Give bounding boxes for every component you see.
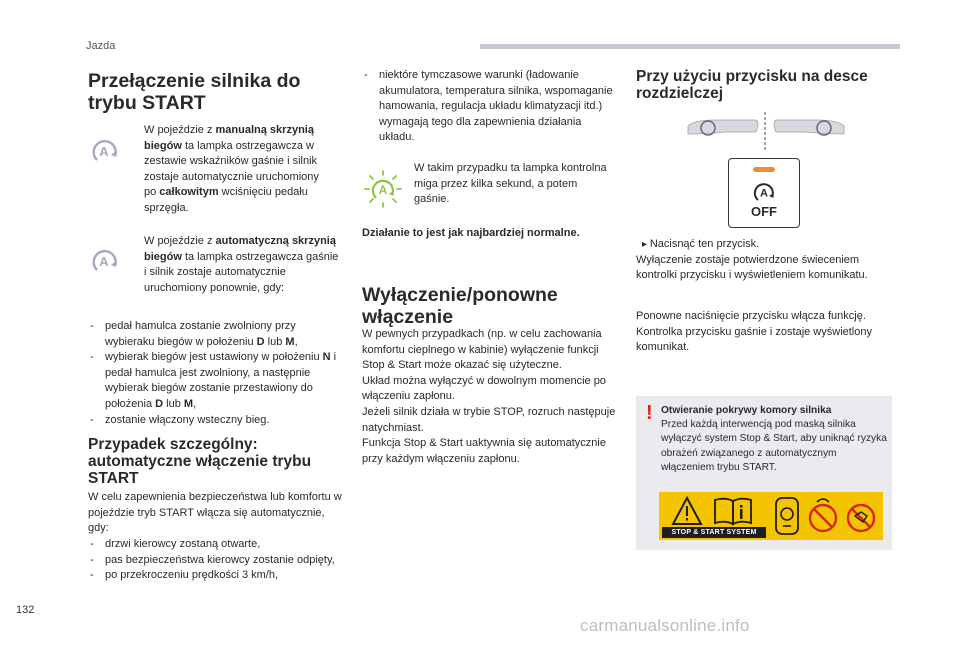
special-case-intro: W celu zapewnienia bezpieczeństwa lub komfortu w pojeździe tryb START włącza się automatycznie, gdy: xyxy=(88,491,342,535)
engine-auto-start-grey-icon xyxy=(89,246,119,276)
svg-text:A: A xyxy=(99,144,109,159)
press-button-instructions: ▸ Nacisnąć ten przycisk. Wyłączenie zostaje potwierdzone świeceniem kontrolki przycisku i wyświetleniem komunikatu. xyxy=(636,238,868,282)
svg-text:A: A xyxy=(378,183,388,197)
special-case-heading: Przypadek szczególny: automatyczne włączenie trybu START xyxy=(88,436,312,487)
continued-conditions-list xyxy=(362,68,614,146)
vehicle-dashboard-icon xyxy=(686,112,846,152)
arrow-right-icon: ▸ xyxy=(642,239,650,250)
sticker-label: STOP & START SYSTEM xyxy=(662,527,766,538)
svg-text:A: A xyxy=(760,187,768,200)
list-item: - niektóre tymczasowe warunki (ładowanie akumulatora, temperatura silnika, wspomaganie hamowania, regulacja układu klimatyzacji itd.) wymagają tego dla zapewnienia działania układu. xyxy=(362,68,614,146)
special-case-list xyxy=(88,537,344,584)
warning-title: Otwieranie pokrywy komory silnika xyxy=(661,405,832,416)
warning-body: Przed każdą interwencją pod maską silnika wyłączyć system Stop & Start, aby uniknąć ryzyka obrażeń związanego z automatycznym włączeniem trybu START. xyxy=(661,419,887,473)
deactivation-heading: Wyłączenie/ponowne włączenie xyxy=(362,284,558,328)
dashboard-off-button[interactable] xyxy=(728,158,800,228)
list-item: - zostanie włączony wsteczny bieg. xyxy=(88,413,346,429)
list-item: - pedał hamulca zostanie zwolniony przy wybieraku biegów w położeniu D lub M, xyxy=(88,319,346,350)
list-item: - po przekroczeniu prędkości 3 km/h, xyxy=(88,568,344,584)
off-label: OFF xyxy=(751,204,777,219)
automatic-gearbox-paragraph: W pojeździe z automatyczną skrzynią biegów ta lampka ostrzegawcza gaśnie i silnik zostaje automatycznie uruchomiony ponownie, gdy: xyxy=(144,235,339,294)
engine-auto-start-green-blinking-icon xyxy=(364,170,402,208)
header-bar xyxy=(480,44,900,49)
warning-text xyxy=(661,404,887,475)
list-item: - drzwi kierowcy zostaną otwarte, xyxy=(88,537,344,553)
title-start: Przełączenie silnika do trybu START xyxy=(88,70,301,114)
normal-operation-note: Działanie to jest jak najbardziej normalne. xyxy=(362,227,580,239)
svg-text:A: A xyxy=(99,254,109,269)
warning-exclamation-icon: ! xyxy=(646,402,653,424)
engine-auto-start-grey-icon xyxy=(89,136,119,166)
automatic-gearbox-conditions-list xyxy=(88,319,346,428)
dashboard-button-heading: Przy użyciu przycisku na desce rozdzielczej xyxy=(636,68,868,102)
watermark: carmanualsonline.info xyxy=(580,616,750,635)
stop-start-warning-sticker xyxy=(659,492,883,540)
section-label: Jazda xyxy=(86,40,116,52)
engine-auto-start-icon xyxy=(751,179,777,205)
page-number: 132 xyxy=(16,604,35,616)
manual-gearbox-paragraph: W pojeździe z manualną skrzynią biegów ta lampka ostrzegawcza w zestawie wskaźników gaśnie i silnik zostaje automatycznie uruchomiony po całkowitym wciśnięciu pedału sprzęgła. xyxy=(144,124,319,214)
list-item: - pas bezpieczeństwa kierowcy zostanie odpięty, xyxy=(88,553,344,569)
deactivation-paragraph: W pewnych przypadkach (np. w celu zachowania komfortu cieplnego w kabinie) wyłączenie funkcji Stop & Start może okazać się użyteczne. Układ można wyłączyć w dowolnym momencie po włączeniu zapłonu. Jeżeli silnik działa w trybie STOP, rozruch następuje natychmiast. Funkcja Stop & Start uaktywnia się automatycznie przy każdym włączeniu zapłonu. xyxy=(362,328,616,465)
button-indicator-lamp xyxy=(753,167,775,172)
blinking-lamp-paragraph: W takim przypadku ta lampka kontrolna miga przez kilka sekund, a potem gaśnie. xyxy=(414,162,607,206)
press-again-paragraph: Ponowne naciśnięcie przycisku włącza funkcję. Kontrolka przycisku gaśnie i zostaje wyświetlony komunikat. xyxy=(636,310,872,354)
list-item: - wybierak biegów jest ustawiony w położeniu N i pedał hamulca jest zwolniony, a następnie wybierak biegów zostanie przestawiony do położenia D lub M, xyxy=(88,350,346,412)
